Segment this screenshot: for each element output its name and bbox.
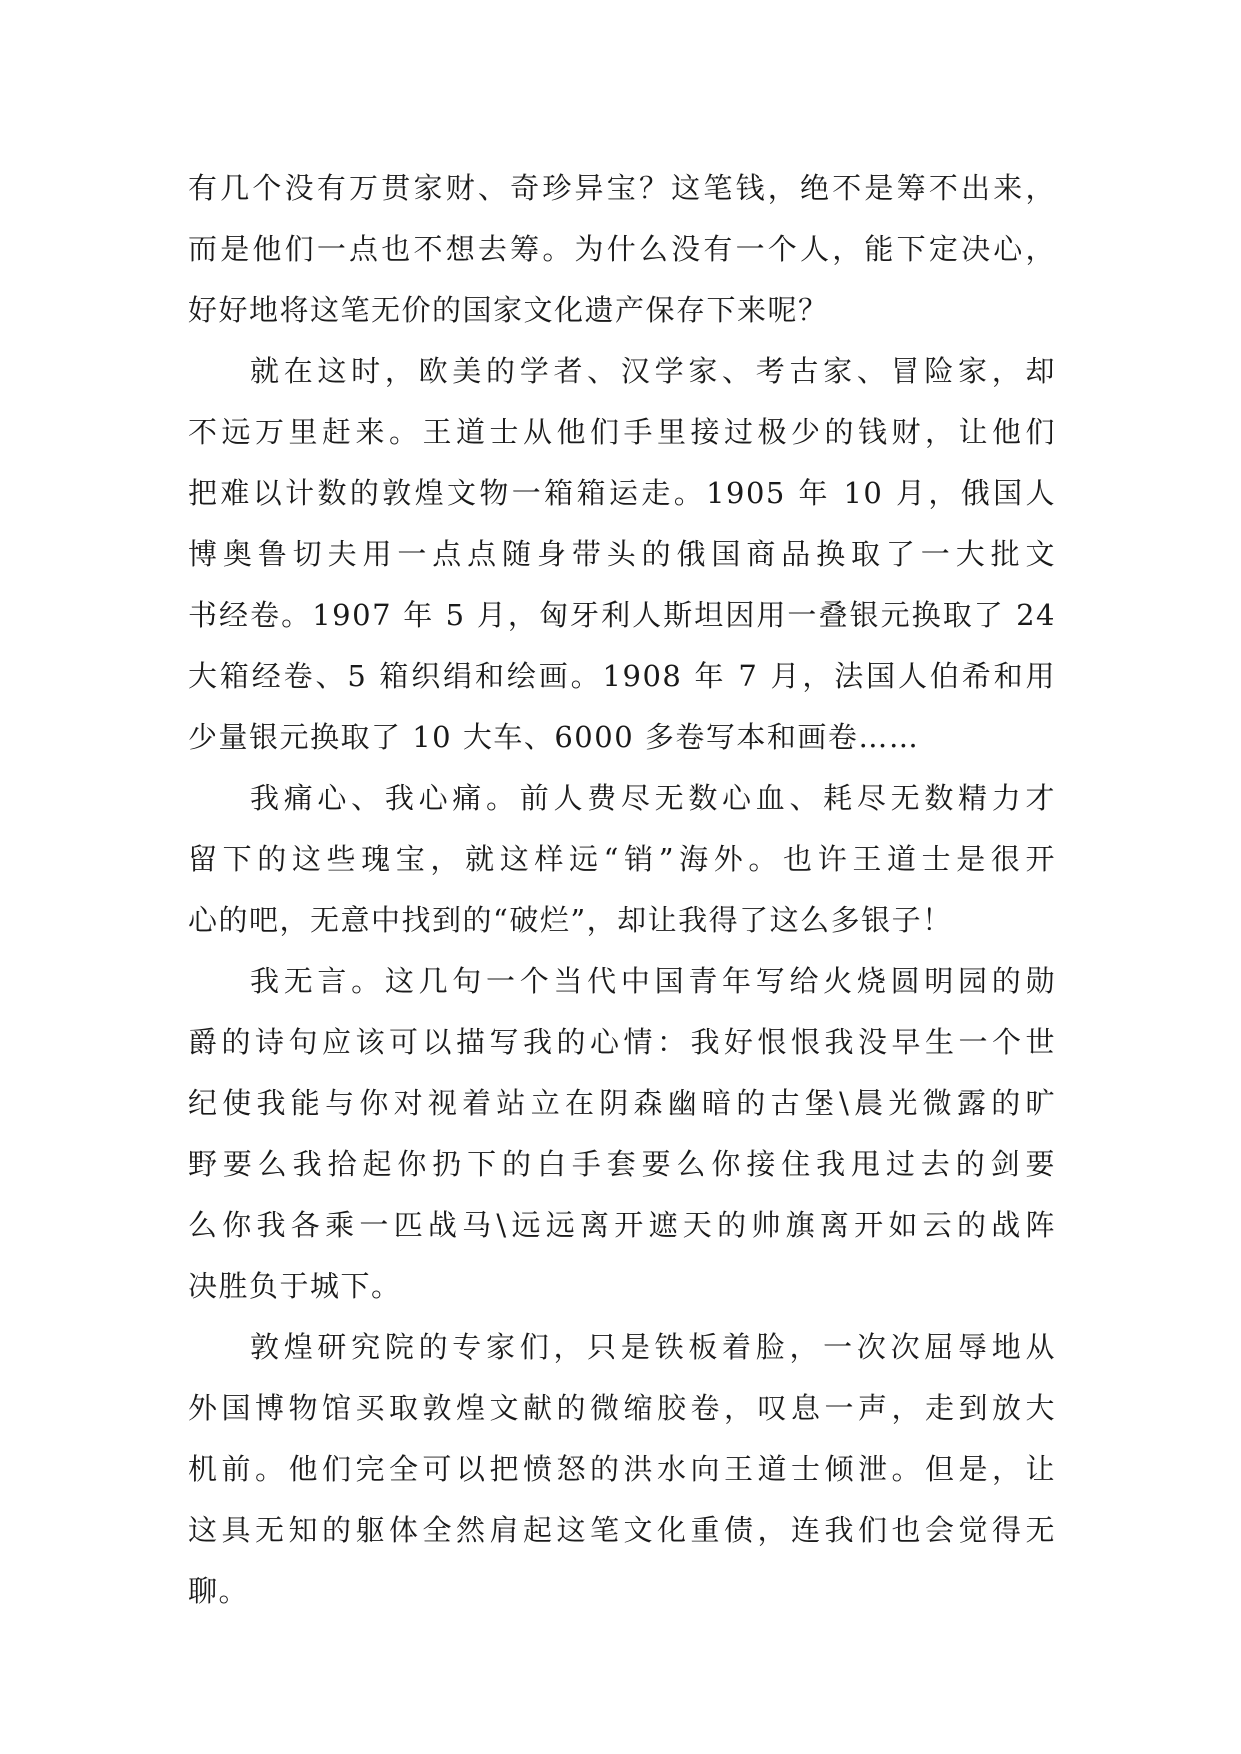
- text-line: 不远万里赶来。王道士从他们手里接过极少的钱财，让他们: [188, 415, 1056, 449]
- document-body: [188, 158, 1056, 1622]
- text-line: 书经卷。1907 年 5 月，匈牙利人斯坦因用一叠银元换取了 24: [188, 598, 1056, 632]
- text-line: 博奥鲁切夫用一点点随身带头的俄国商品换取了一大批文: [188, 537, 1056, 571]
- paragraph-first-line: 我无言。这几句一个当代中国青年写给火烧圆明园的勋: [250, 964, 1056, 998]
- text-line: 而是他们一点也不想去筹。为什么没有一个人，能下定决心，: [188, 232, 1056, 266]
- text-line: 外国博物馆买取敦煌文献的微缩胶卷，叹息一声，走到放大: [188, 1391, 1056, 1425]
- paragraph-first-line: 敦煌研究院的专家们，只是铁板着脸，一次次屈辱地从: [250, 1330, 1056, 1364]
- text-line: 好好地将这笔无价的国家文化遗产保存下来呢？: [188, 293, 829, 327]
- text-line: 决胜负于城下。: [188, 1269, 402, 1303]
- text-line: 留下的这些瑰宝，就这样远“销”海外。也许王道士是很开: [188, 842, 1056, 876]
- text-line: 少量银元换取了 10 大车、6000 多卷写本和画卷……: [188, 720, 920, 754]
- text-line: 纪使我能与你对视着站立在阴森幽暗的古堡\晨光微露的旷: [188, 1086, 1056, 1120]
- text-line: 心的吧，无意中找到的“破烂”，却让我得了这么多银子！: [188, 903, 953, 937]
- text-line: 么你我各乘一匹战马\远远离开遮天的帅旗离开如云的战阵: [188, 1208, 1056, 1242]
- text-line: 野要么我拾起你扔下的白手套要么你接住我甩过去的剑要: [188, 1147, 1056, 1181]
- text-line: 把难以计数的敦煌文物一箱箱运走。1905 年 10 月，俄国人: [188, 476, 1056, 510]
- text-line: 大箱经卷、5 箱织绢和绘画。1908 年 7 月，法国人伯希和用: [188, 659, 1056, 693]
- text-line: 爵的诗句应该可以描写我的心情：我好恨恨我没早生一个世: [188, 1025, 1056, 1059]
- paragraph-first-line: 就在这时，欧美的学者、汉学家、考古家、冒险家，却: [250, 354, 1056, 388]
- text-line: 有几个没有万贯家财、奇珍异宝？这笔钱，绝不是筹不出来，: [188, 171, 1056, 205]
- paragraph-first-line: 我痛心、我心痛。前人费尽无数心血、耗尽无数精力才: [250, 781, 1056, 815]
- text-line: 机前。他们完全可以把愤怒的洪水向王道士倾泄。但是，让: [188, 1452, 1056, 1486]
- text-line: 这具无知的躯体全然肩起这笔文化重债，连我们也会觉得无: [188, 1513, 1056, 1547]
- text-line: 聊。: [188, 1574, 250, 1608]
